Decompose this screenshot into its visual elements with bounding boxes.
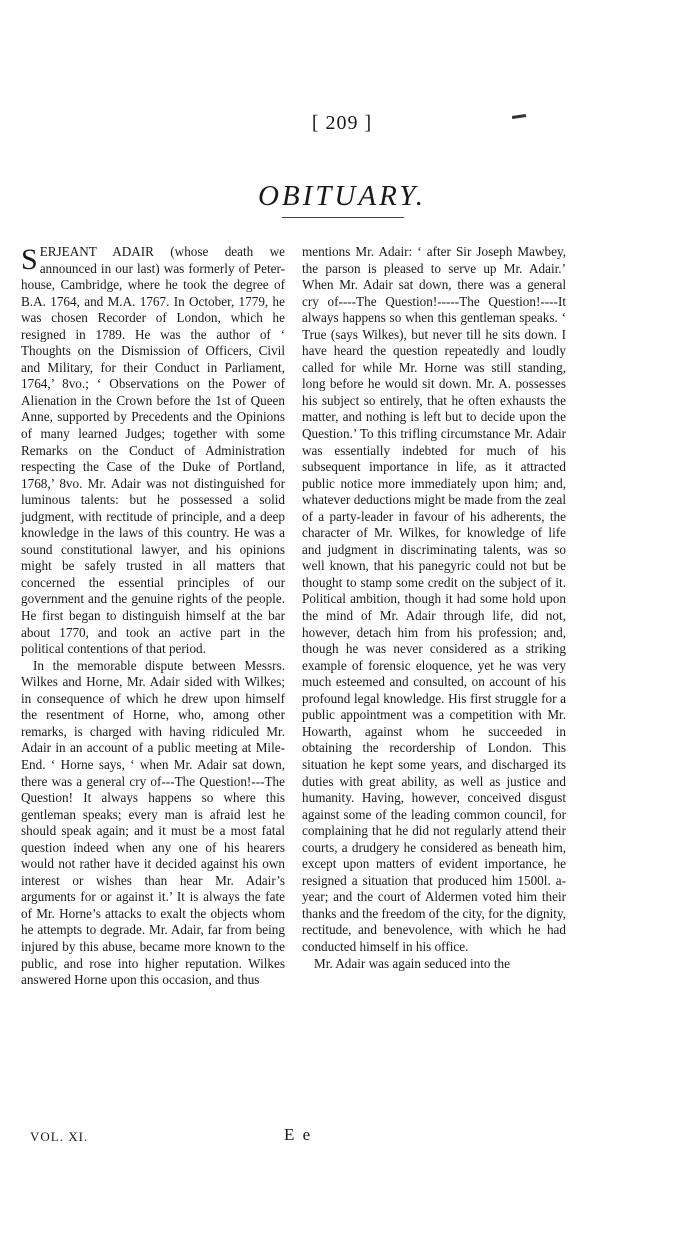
volume-label: VOL. XI.: [30, 1129, 89, 1144]
page-number: [ 209 ]: [311, 112, 373, 134]
paragraph-text: ERJEANT ADAIR (whose death we announced in our last) was formerly of Peter-house, Cambridge, where he took the degree of B.A. 1764, and M.A. 1767. In October, 1779, he was chosen Recorder of London, which he resigned in 1789. He was the author of ‘ Thoughts on the Dismission of Officers, Civil and Military, for their Conduct in Parliament, 1764,’ 8vo.; ‘ Observations on the Power of Alienation in the Crown before the 1st of Queen Anne, supported by Precedents and the Opinions of many learned Judges; together with some Remarks on the Conduct of Administration respecting the Case of the Duke of Portland, 1768,’ 8vo. Mr. Adair was not distinguished for luminous talents: but he possessed a solid judgment, with rectitude of principle, and a deep knowledge in the laws of this country. He was a sound constitutional lawyer, and his opinions might be safely trusted in all matters that concerned the essential principles of our government and the genuine rights of the people. He first began to distinguish himself at the bar about 1770, and took an active part in the political contentions of that period.: [21, 244, 285, 657]
paragraph: In the memorable dispute between Messrs. Wilkes and Horne, Mr. Adair sided with Wilkes; in consequence of which he drew upon himself the resentment of Horne, who, among other remarks, is charged with having ridiculed Mr. Adair in an account of a public meeting at Mile-End. ‘ Horne says, ‘ when Mr. Adair sat down, there was a general cry of---The Question!---The Question! It always happens so where this gentleman speaks; every man is afraid lest he should speak again; and it must be a most fatal question indeed when any one of his hearers would not rather have it decided against his own interest or wishes than hear Mr. Adair’s arguments for or against it.’ It is always the fate of Mr. Horne’s attacks to exalt the objects whom he attempts to degrade. Mr. Adair, far from being injured by this abuse, became more known to the public, and rose into higher reputation. Wilkes answered Horne upon this occasion, and thus: [21, 657, 285, 988]
signature-mark: E e: [284, 1125, 313, 1144]
paragraph: Mr. Adair was again seduced into the: [314, 955, 510, 971]
left-column: [21, 244, 285, 989]
paragraph: [21, 244, 285, 658]
title-underline: [282, 217, 404, 218]
drop-cap: S: [21, 243, 38, 276]
page-title: OBITUARY.: [257, 180, 426, 212]
right-column: [302, 244, 566, 972]
paragraph: mentions Mr. Adair: ‘ after Sir Joseph Mawbey, the parson is pleased to serve up Mr. Adair.’ When Mr. Adair sat down, there was a general cry of----The Question!-----The Question!----It always happens so when this gentleman speaks. ‘ True (says Wilkes), but never till he sits down. I have heard the question repeatedly and loudly called for while Mr. Horne was still standing, long before he would sit down. Mr. A. possesses his subject so entirely, that he often exhausts the matter, and nothing is left but to decide upon the Question.’ To this trifling circumstance Mr. Adair was essentially indebted for much of his subsequent importance in life, as it attracted public notice more immediately upon him; and, whatever deductions might be made from the zeal of a party-leader in favour of his adherents, the character of Mr. Wilkes, for knowledge of life and judgment in discriminating talents, was so well known, that his panegyric could not but be thought to stamp some credit on the subject of it. Political ambition, though it had some hold upon the mind of Mr. Adair through life, did not, however, detach him from his profession; and, though he was never considered as a striking example of forensic eloquence, yet he was very much esteemed and consulted, on account of his profound legal knowledge. His first struggle for a public appointment was a competition with Mr. Howarth, against whom he succeeded in obtaining the recordership of London. This situation he kept some years, and discharged its duties with great ability, as well as justice and humanity. Having, however, conceived disgust against some of the leading common council, for complaining that he did not regularly attend their courts, a drudgery he considered as beneath him, except upon matters of evident importance, he resigned a situation that produced him 1500l. a-year; and the court of Aldermen voted him their thanks and the freedom of the city, for the dignity, rectitude, and benevolence, with which he had conducted himself in his office.: [302, 244, 566, 954]
